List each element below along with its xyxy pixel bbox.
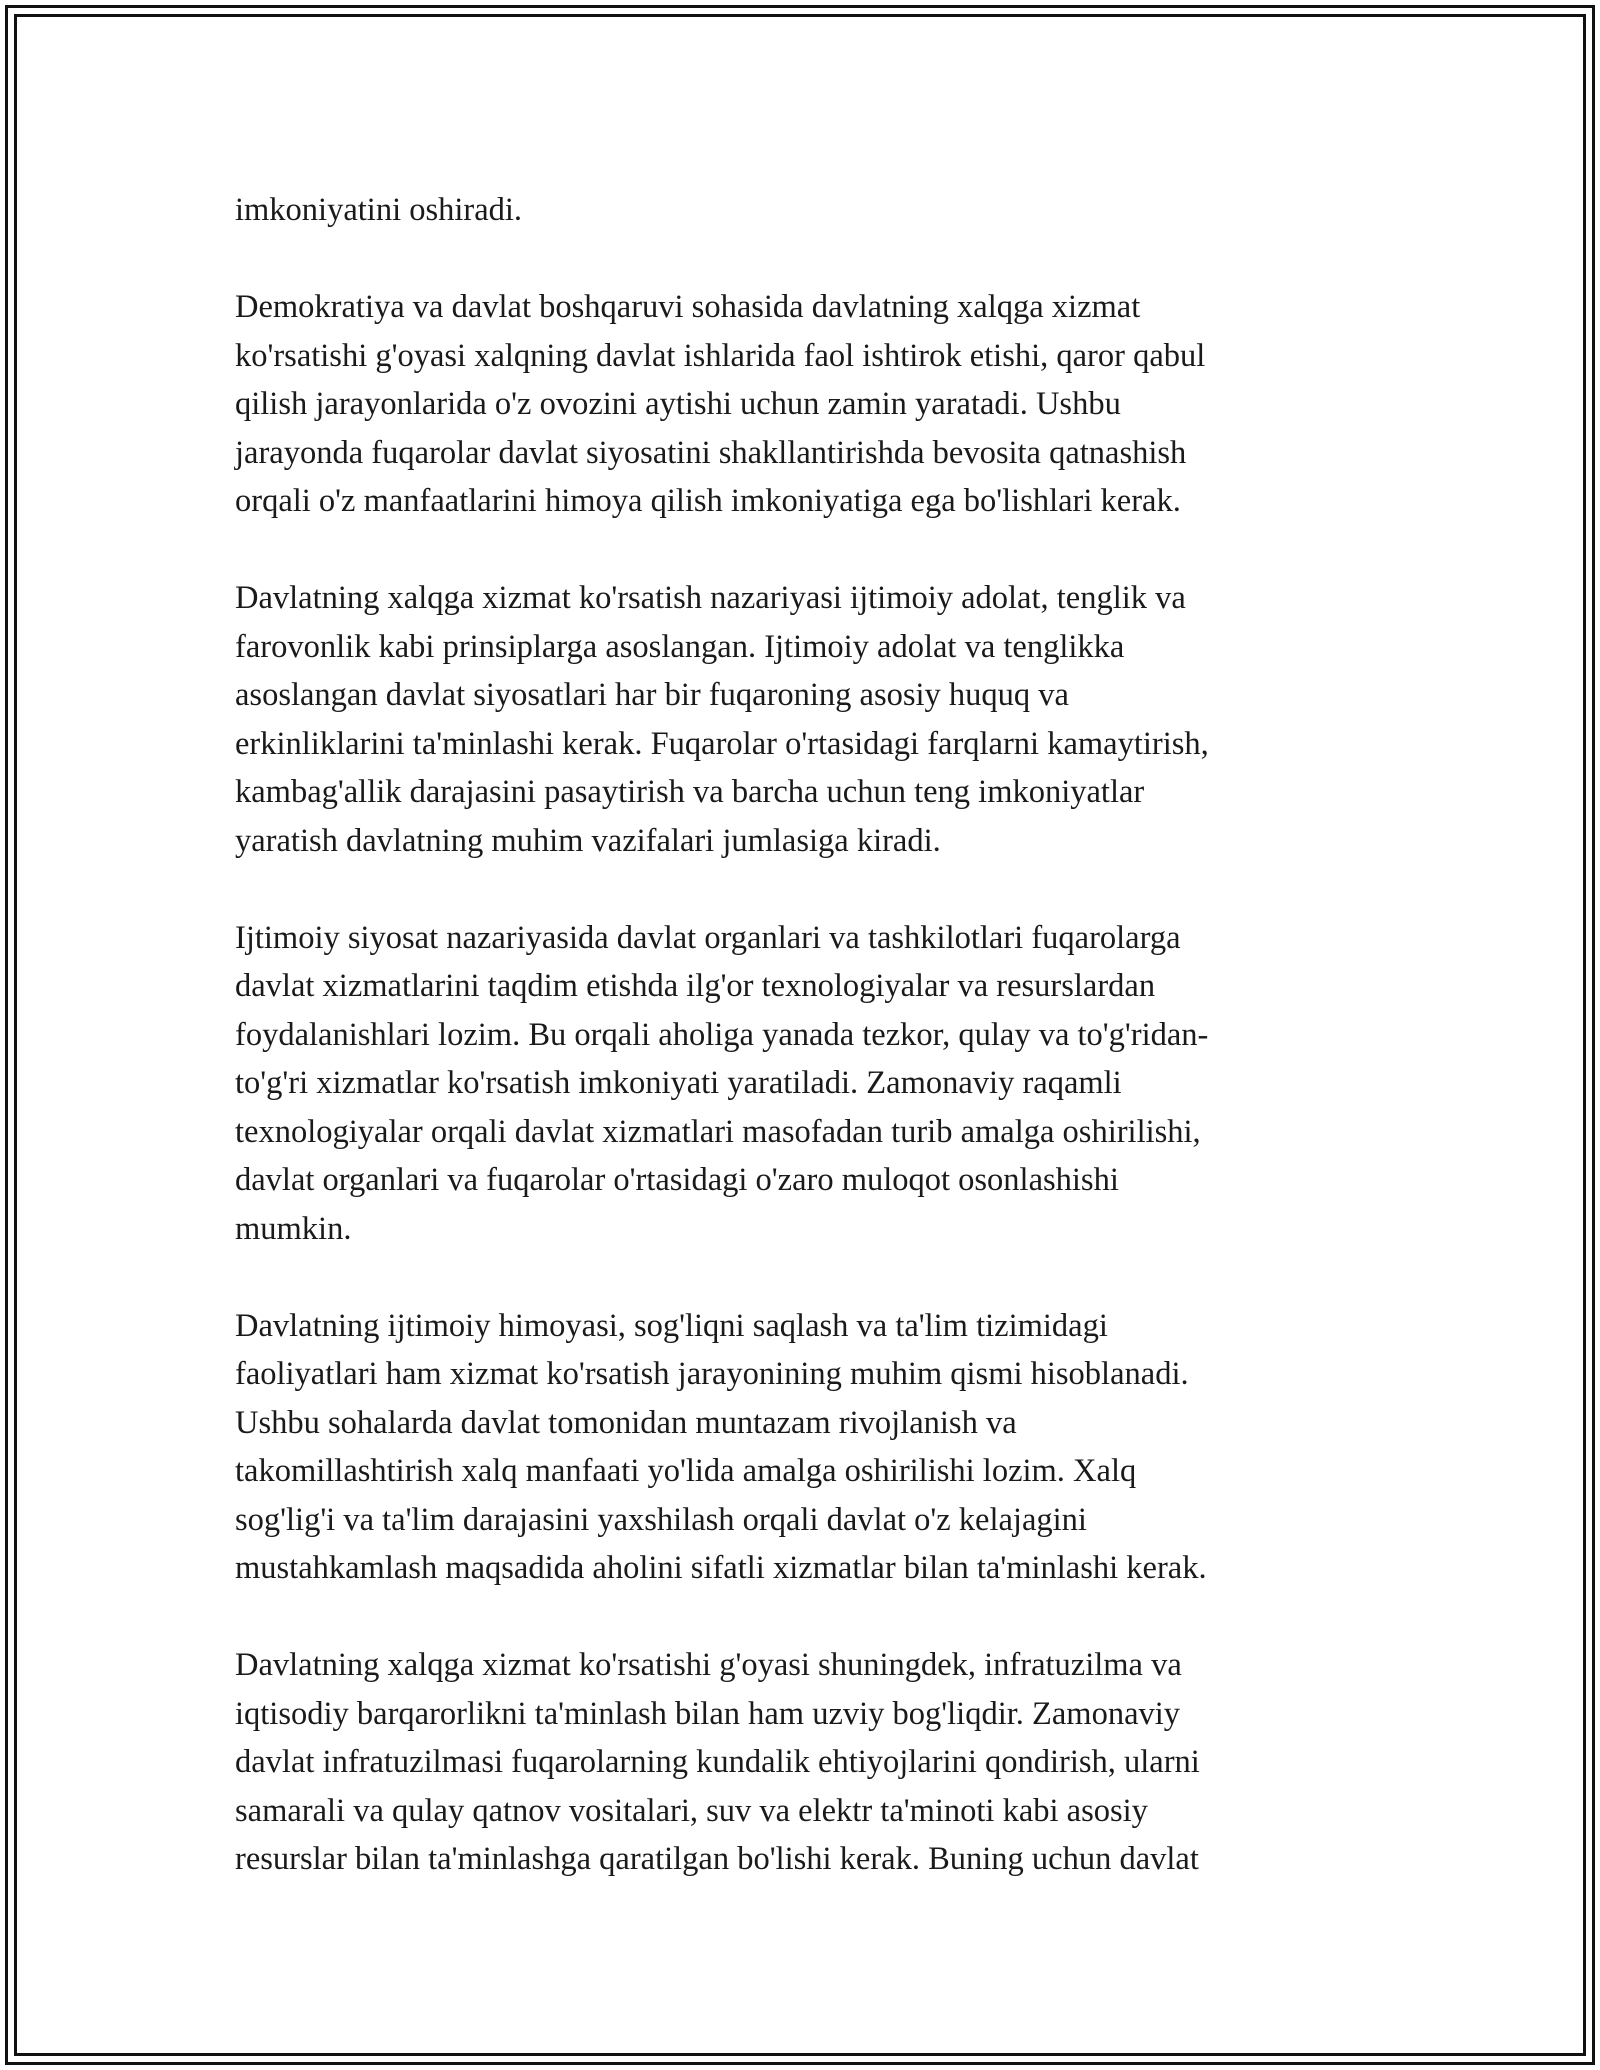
paragraph-1 xyxy=(235,186,1345,235)
text-line: yaratish davlatning muhim vazifalari jumlasiga kiradi. xyxy=(235,822,941,859)
text-line: to'g'ri xizmatlar ko'rsatish imkoniyati yaratiladi. Zamonaviy raqamli xyxy=(235,1065,1122,1101)
paragraph-4 xyxy=(235,914,1345,1254)
text-line: kambag'allik darajasini pasaytirish va barcha uchun teng imkoniyatlar xyxy=(235,774,1145,810)
text-line: foydalanishlari lozim. Bu orqali aholiga yanada tezkor, qulay va to'g'ridan- xyxy=(235,1016,1209,1053)
text-line: Davlatning ijtimoiy himoyasi, sog'liqni saqlash va ta'lim tizimidagi xyxy=(235,1307,1108,1344)
paragraph-6 xyxy=(235,1641,1345,1884)
text-line: takomillashtirish xalq manfaati yo'lida amalga oshirilishi lozim. Xalq xyxy=(235,1453,1137,1489)
text-line: jarayonda fuqarolar davlat siyosatini shakllantirishda bevosita qatnashish xyxy=(235,434,1187,471)
text-line: davlat xizmatlarini taqdim etishda ilg'or texnologiyalar va resurslardan xyxy=(235,968,1156,1004)
text-line: asoslangan davlat siyosatlari har bir fuqaroning asosiy huquq va xyxy=(235,677,1069,713)
paragraph-3 xyxy=(235,574,1345,865)
text-line: ko'rsatishi g'oyasi xalqning davlat ishlarida faol ishtirok etishi, qaror qabul xyxy=(235,337,1206,374)
document-body xyxy=(235,186,1345,1932)
text-line: farovonlik kabi prinsiplarga asoslangan. Ijtimoiy adolat va tenglikka xyxy=(235,628,1125,665)
text-line: texnologiyalar orqali davlat xizmatlari masofadan turib amalga oshirilishi, xyxy=(235,1113,1201,1150)
text-line: samarali va qulay qatnov vositalari, suv va elektr ta'minoti kabi asosiy xyxy=(235,1792,1148,1829)
text-line: mumkin. xyxy=(235,1210,352,1247)
text-line: imkoniyatini oshiradi. xyxy=(235,192,523,228)
text-line: faoliyatlari ham xizmat ko'rsatish jarayonining muhim qismi hisoblanadi. xyxy=(235,1356,1189,1392)
text-line: mustahkamlash maqsadida aholini sifatli xizmatlar bilan ta'minlashi kerak. xyxy=(235,1550,1207,1586)
text-line: Ijtimoiy siyosat nazariyasida davlat organlari va tashkilotlari fuqarolarga xyxy=(235,919,1181,956)
text-line: erkinliklarini ta'minlashi kerak. Fuqarolar o'rtasidagi farqlarni kamaytirish, xyxy=(235,725,1209,762)
text-line: davlat organlari va fuqarolar o'rtasidagi o'zaro muloqot osonlashishi xyxy=(235,1162,1119,1198)
paragraph-5 xyxy=(235,1302,1345,1593)
paragraph-2 xyxy=(235,283,1345,526)
text-line: sog'lig'i va ta'lim darajasini yaxshilash orqali davlat o'z kelajagini xyxy=(235,1501,1087,1538)
text-line: iqtisodiy barqarorlikni ta'minlash bilan ham uzviy bog'liqdir. Zamonaviy xyxy=(235,1695,1181,1732)
text-line: Demokratiya va davlat boshqaruvi sohasida davlatning xalqga xizmat xyxy=(235,289,1141,325)
text-line: qilish jarayonlarida o'z ovozini aytishi uchun zamin yaratadi. Ushbu xyxy=(235,386,1121,422)
text-line: Davlatning xalqga xizmat ko'rsatish nazariyasi ijtimoiy adolat, tenglik va xyxy=(235,580,1186,616)
text-line: davlat infratuzilmasi fuqarolarning kundalik ehtiyojlarini qondirish, ularni xyxy=(235,1744,1200,1780)
text-line: orqali o'z manfaatlarini himoya qilish imkoniyatiga ega bo'lishlari kerak. xyxy=(235,483,1181,519)
text-line: resurslar bilan ta'minlashga qaratilgan bo'lishi kerak. Buning uchun davlat xyxy=(235,1841,1199,1877)
text-line: Davlatning xalqga xizmat ko'rsatishi g'oyasi shuningdek, infratuzilma va xyxy=(235,1647,1182,1683)
text-line: Ushbu sohalarda davlat tomonidan muntazam rivojlanish va xyxy=(235,1404,1017,1441)
